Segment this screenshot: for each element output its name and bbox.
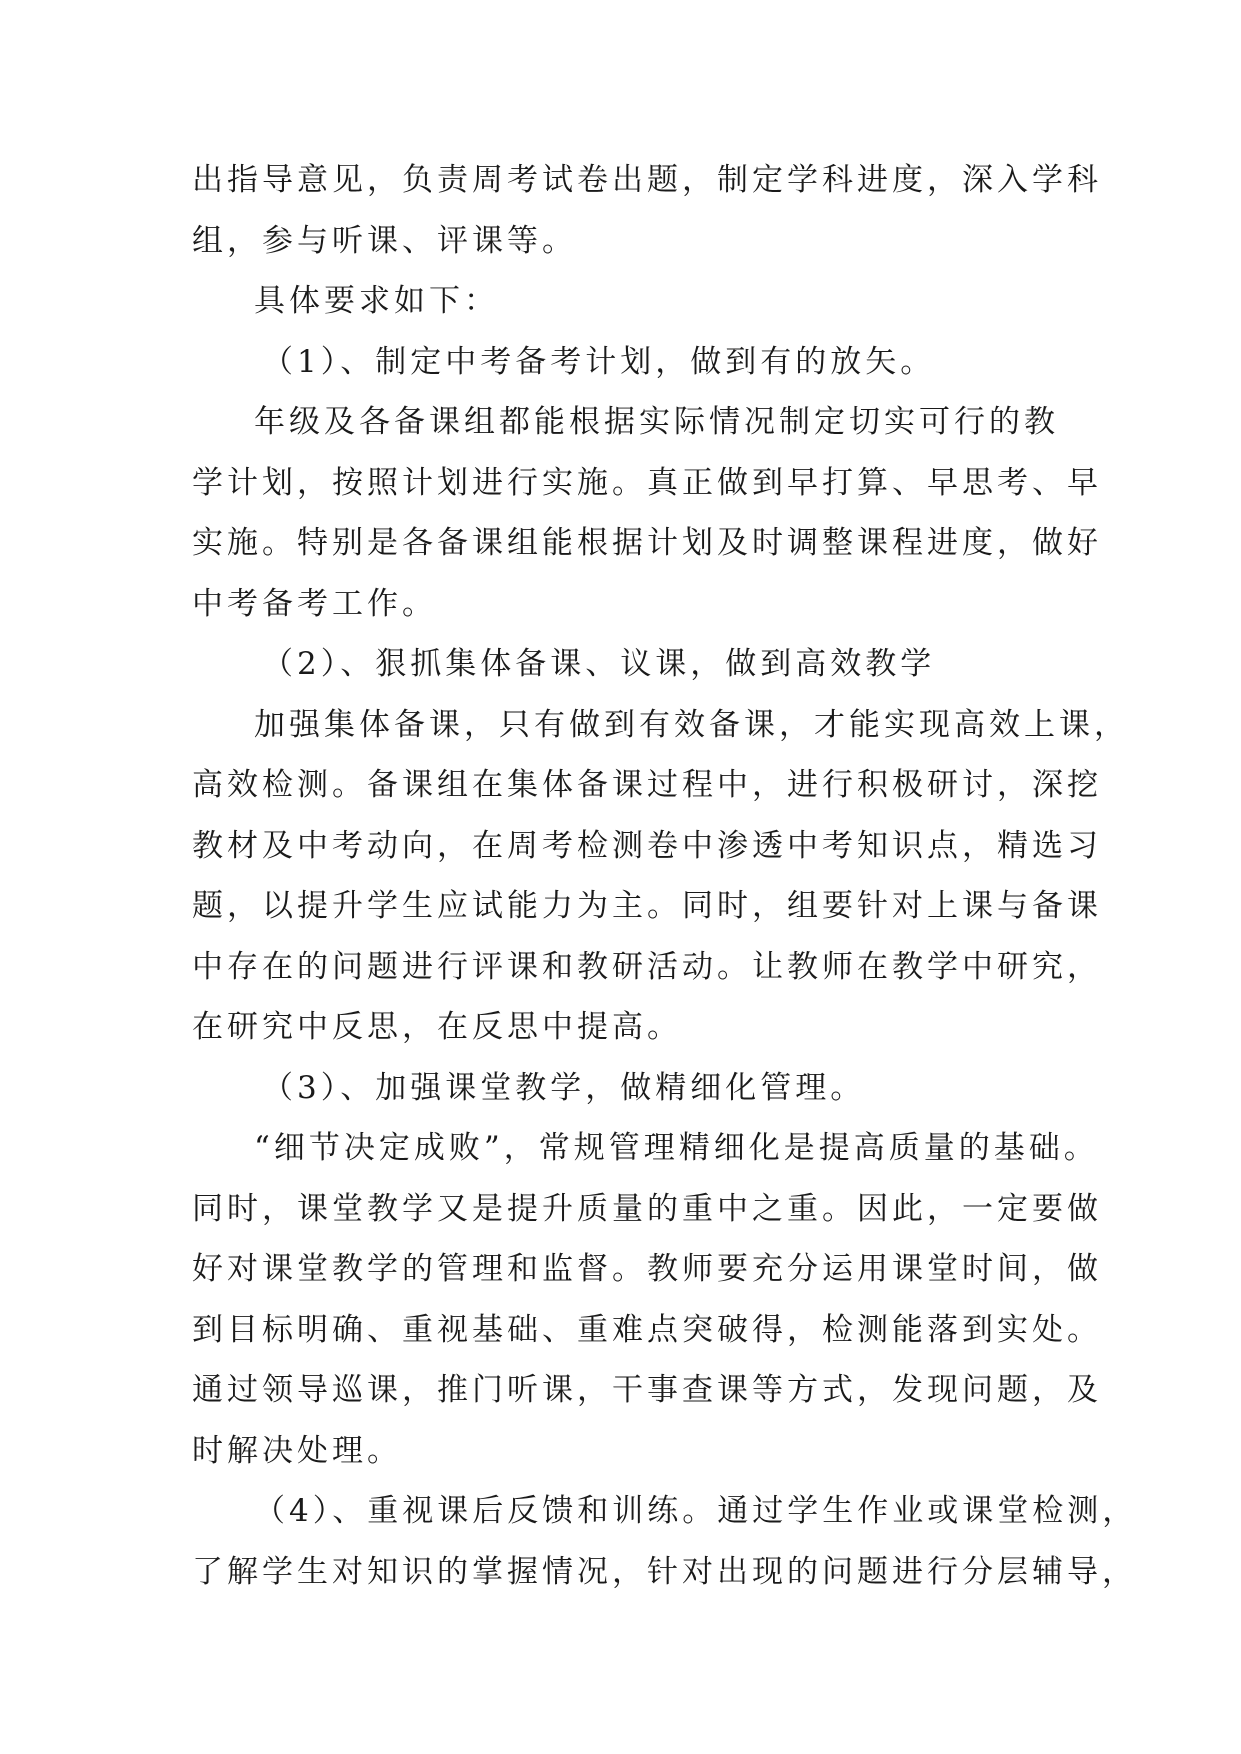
text-line: 同时，课堂教学又是提升质量的重中之重。因此，一定要做 bbox=[192, 1190, 1102, 1227]
section-heading: （1）、制定中考备考计划，做到有的放矢。 bbox=[262, 343, 936, 380]
text-line: 实施。特别是各备课组能根据计划及时调整课程进度，做好 bbox=[192, 525, 1102, 561]
section-heading: （2）、狠抓集体备课、议课，做到高效教学 bbox=[262, 646, 936, 682]
text-line: 中考备考工作。 bbox=[192, 585, 437, 622]
section-heading: （3）、加强课堂教学，做精细化管理。 bbox=[262, 1069, 866, 1106]
text-line: 好对课堂教学的管理和监督。教师要充分运用课堂时间，做 bbox=[192, 1251, 1102, 1287]
text-line: 加强集体备课，只有做到有效备课，才能实现高效上课， bbox=[254, 706, 1129, 743]
text-line: 高效检测。备课组在集体备课过程中，进行积极研讨，深挖 bbox=[192, 767, 1102, 803]
text-line: 中存在的问题进行评课和教研活动。让教师在教学中研究， bbox=[192, 948, 1102, 985]
text-line: 教材及中考动向，在周考检测卷中渗透中考知识点，精选习 bbox=[192, 827, 1102, 864]
text-line: 出指导意见，负责周考试卷出题，制定学科进度，深入学科 bbox=[192, 162, 1102, 198]
text-line: 年级及各备课组都能根据实际情况制定切实可行的教 bbox=[254, 404, 1059, 440]
text-line: 题，以提升学生应试能力为主。同时，组要针对上课与备课 bbox=[192, 888, 1102, 924]
text-line: 具体要求如下： bbox=[254, 283, 499, 319]
text-line: 组，参与听课、评课等。 bbox=[192, 222, 577, 259]
text-line: “细节决定成败”，常规管理精细化是提高质量的基础。 bbox=[254, 1130, 1099, 1166]
text-line: 在研究中反思，在反思中提高。 bbox=[192, 1009, 682, 1045]
document-body bbox=[192, 150, 1138, 1602]
text-line: 时解决处理。 bbox=[192, 1432, 402, 1469]
text-line: 了解学生对知识的掌握情况，针对出现的问题进行分层辅导， bbox=[192, 1553, 1137, 1590]
section-heading: （4）、重视课后反馈和训练。通过学生作业或课堂检测， bbox=[254, 1493, 1138, 1529]
text-line: 学计划，按照计划进行实施。真正做到早打算、早思考、早 bbox=[192, 464, 1102, 501]
text-line: 通过领导巡课，推门听课，干事查课等方式，发现问题，及 bbox=[192, 1372, 1102, 1408]
text-line: 到目标明确、重视基础、重难点突破得，检测能落到实处。 bbox=[192, 1311, 1102, 1348]
